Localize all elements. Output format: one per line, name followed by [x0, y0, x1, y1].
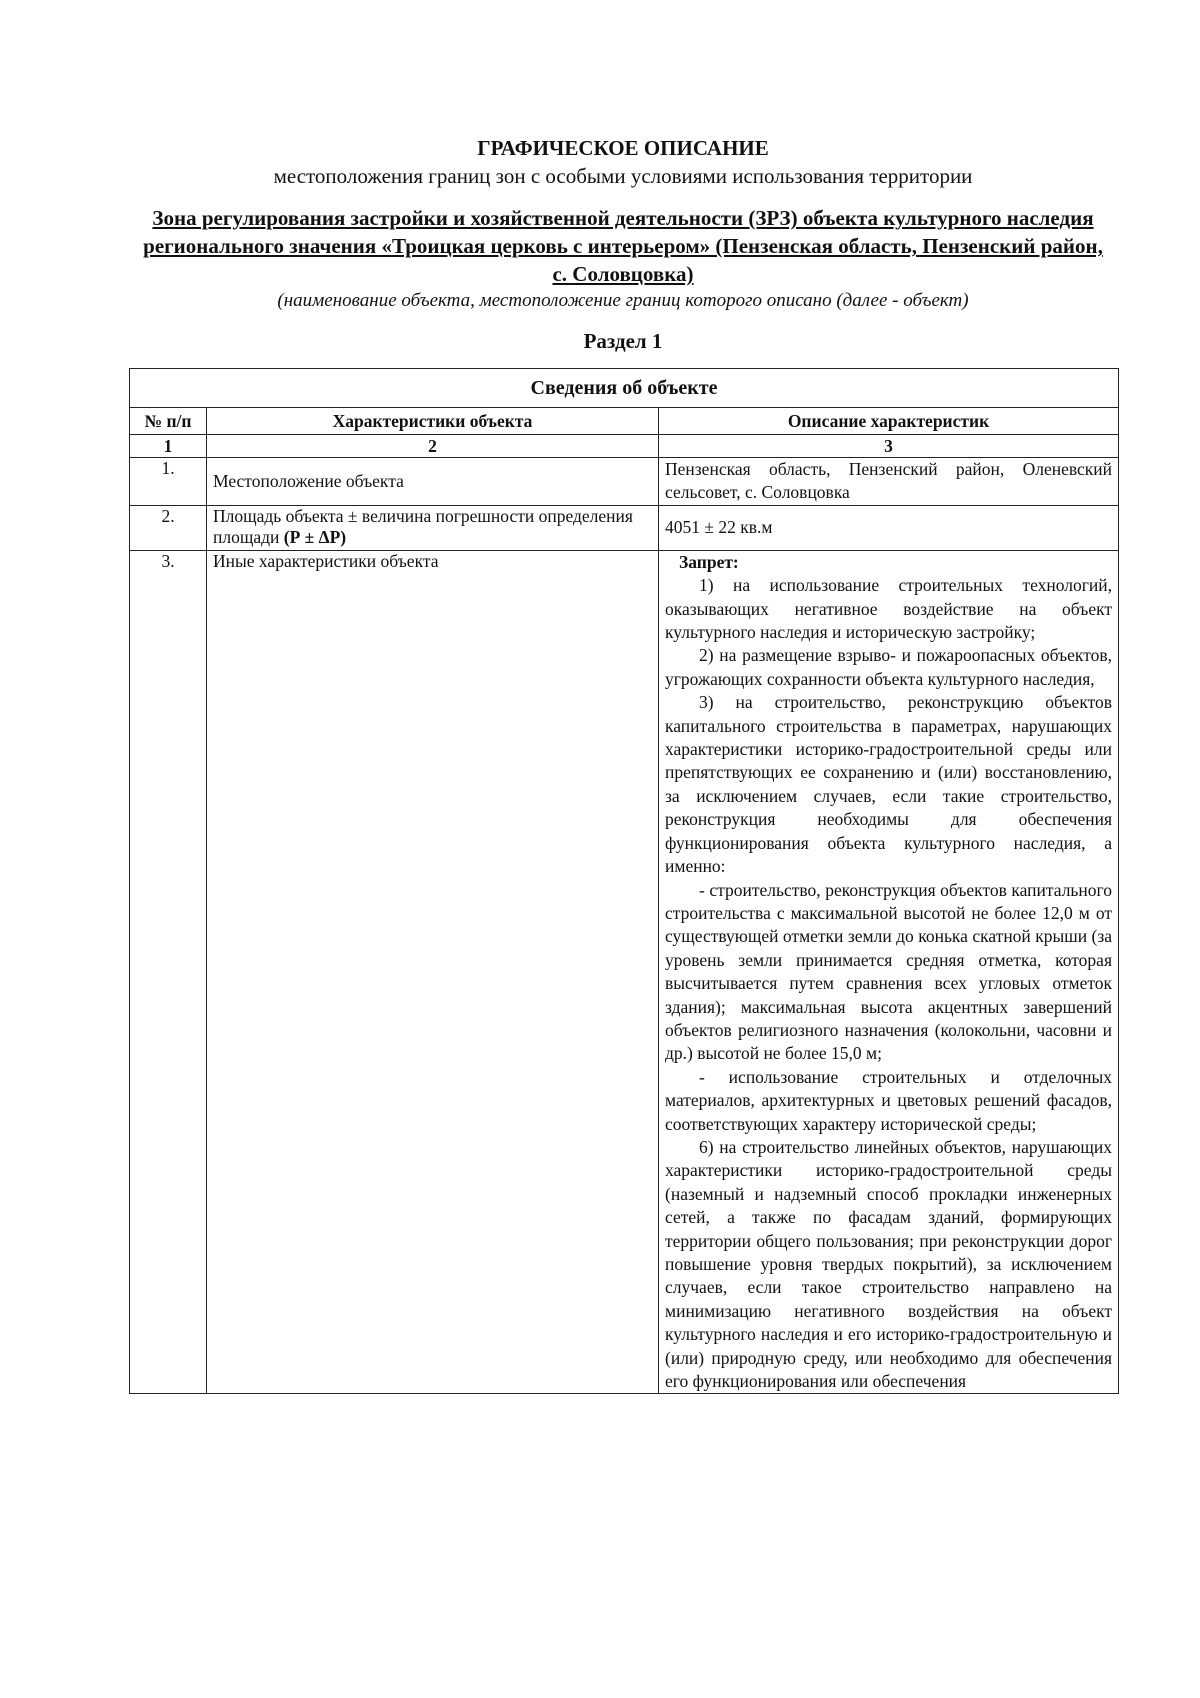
- prohibition-paragraph: 1) на использование строительных технологий, оказывающих негативное воздействие на объект культурного наследия и историческую застройку;: [665, 575, 1113, 643]
- object-note: (наименование объекта, местоположение границ которого описано (далее - объект): [277, 290, 969, 311]
- column-header-description: Описание характеристик: [659, 408, 1119, 435]
- document-header: [128, 134, 1118, 355]
- column-header-number: № п/п: [130, 408, 207, 435]
- document-title: ГРАФИЧЕСКОЕ ОПИСАНИЕ: [477, 136, 769, 160]
- prohibition-paragraph: - строительство, реконструкция объектов капитального строительства с максимальной высотой не более 12,0 м от существующей отметки земли до конька скатной крыши (за уровень земли принимается средняя отметка, которая высчитывается путем сравнения всех угловых отметок здания); максимальная высота акцентных завершений объектов религиозного назначения (колокольни, часовни и др.) высотой не более 15,0 м;: [665, 879, 1113, 1064]
- row-number: 1.: [130, 458, 207, 506]
- prohibition-paragraph: 6) на строительство линейных объектов, нарушающих характеристики историко-градостроительной среды (наземный и надземный способ прокладки инженерных сетей, а также по фасадам зданий, формирующих территории общего пользования; при реконструкции дорог повышение уровня твердых покрытий), за исключением случаев, если такое строительство направлено на минимизацию негативного воздействия на объект культурного наследия и его историко-градостроительную и (или) природную среду, или необходимо для обеспечения его функционирования или обеспечения: [665, 1136, 1113, 1392]
- row-characteristic: [207, 505, 659, 550]
- area-formula: (Р ± ΔР): [283, 526, 347, 547]
- row-description: [659, 550, 1119, 1394]
- row-characteristic: Местоположение объекта: [207, 458, 659, 506]
- area-label: Площадь объекта ± величина погрешности определения площади: [213, 505, 633, 547]
- table-row: [130, 550, 1119, 1394]
- table-caption: Сведения об объекте: [130, 369, 1119, 408]
- prohibition-paragraph: - использование строительных и отделочных материалов, архитектурных и цветовых решений фасадов, соответствующих характеру исторической среды;: [665, 1066, 1113, 1134]
- prohibition-paragraph: 3) на строительство, реконструкцию объектов капитального строительства в параметрах, нарушающих характеристики историко-градостроительной среды или препятствующих ее сохранению и (или) восстановлению, за исключением случаев, если такие строительство, реконструкция необходимы для обеспечения функционирования объекта культурного наследия, а именно:: [665, 692, 1113, 877]
- row-characteristic: Иные характеристики объекта: [207, 550, 659, 1394]
- table-row: [130, 505, 1119, 550]
- document-subtitle: местоположения границ зон с особыми условиями использования территории: [273, 164, 973, 188]
- row-number: 2.: [130, 505, 207, 550]
- column-header-characteristic: Характеристики объекта: [207, 408, 659, 435]
- row-description: Пензенская область, Пензенский район, Оленевский сельсовет, с. Соловцовка: [659, 458, 1119, 506]
- row-description: 4051 ± 22 кв.м: [659, 505, 1119, 550]
- column-number-3: 3: [659, 435, 1119, 458]
- row-number: 3.: [130, 550, 207, 1394]
- table-row: [130, 458, 1119, 506]
- prohibition-heading: Запрет:: [679, 551, 739, 572]
- prohibition-paragraph: 2) на размещение взрыво- и пожароопасных объектов, угрожающих сохранности объекта культурного наследия,: [665, 645, 1113, 689]
- zone-name: Зона регулирования застройки и хозяйственной деятельности (ЗРЗ) объекта культурного наследия регионального значения «Троицкая церковь с интерьером» (Пензенская область, Пензенский район, с. Соловцовка): [143, 206, 1103, 286]
- column-number-1: 1: [130, 435, 207, 458]
- column-number-2: 2: [207, 435, 659, 458]
- object-info-table: [129, 368, 1119, 1394]
- section-title: Раздел 1: [583, 329, 663, 353]
